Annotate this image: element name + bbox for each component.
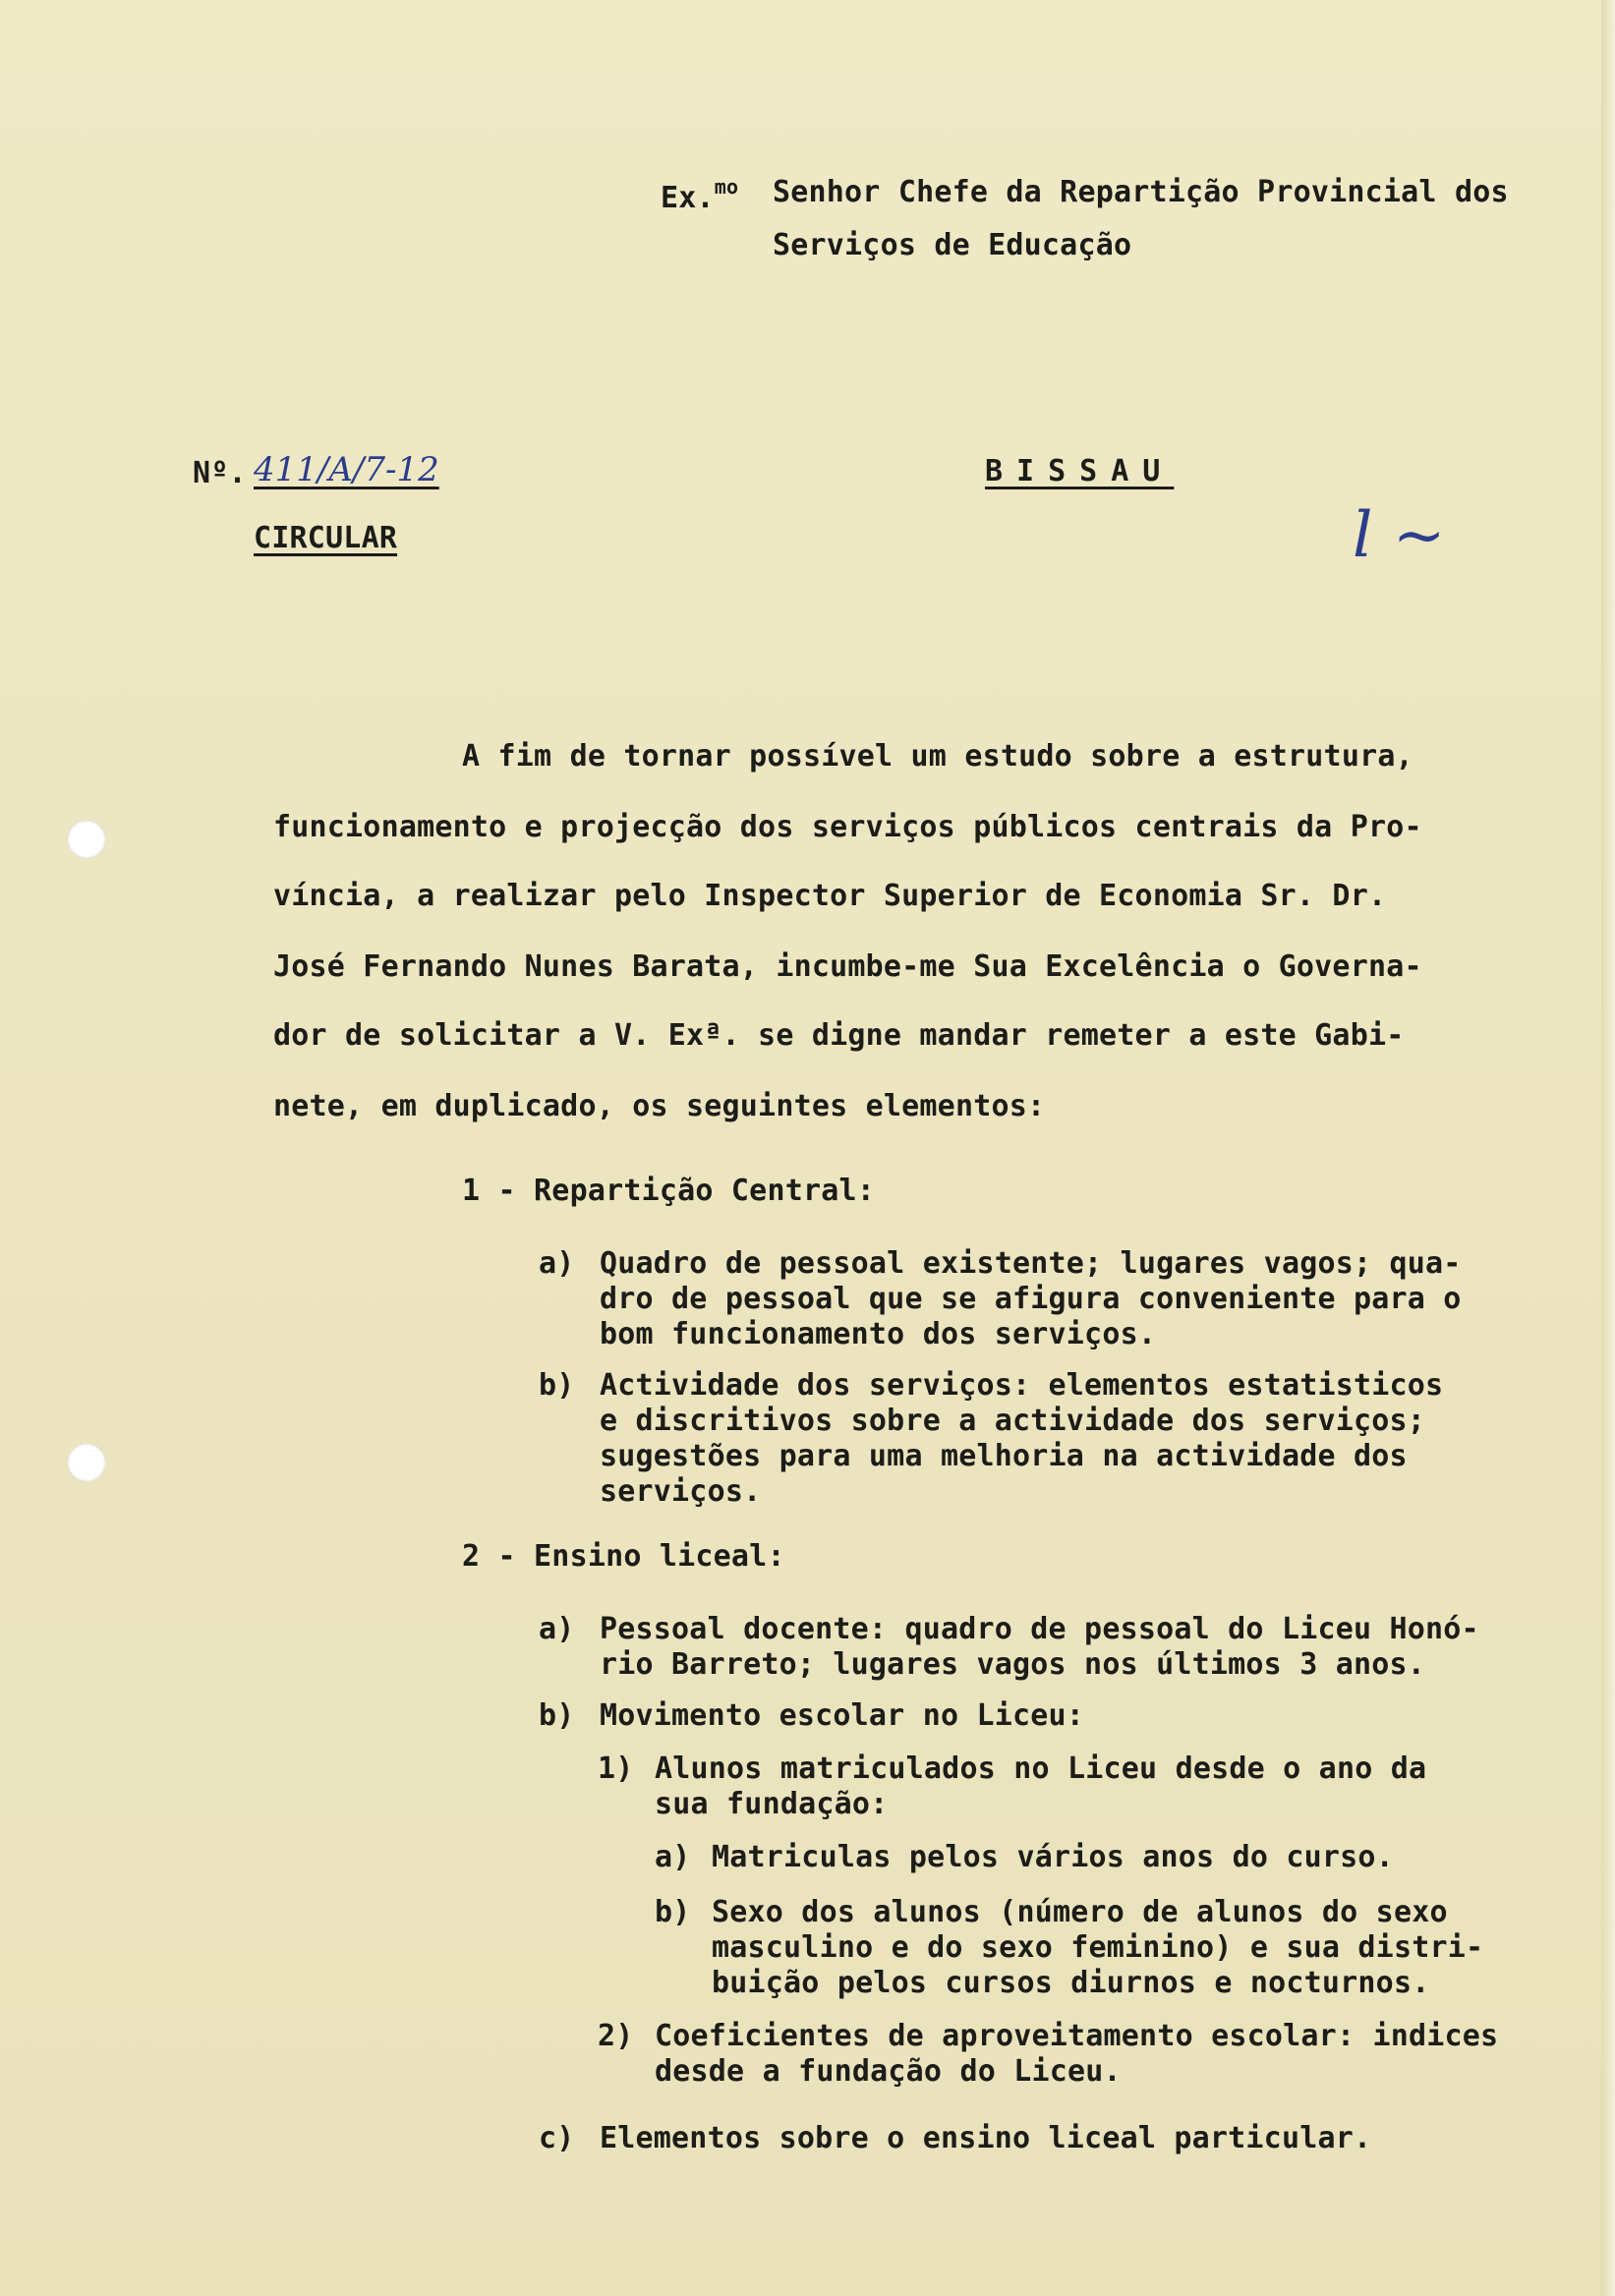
item-marker: a) <box>539 1612 575 1646</box>
item-line: sugestões para uma melhoria na actividade dos <box>600 1439 1408 1473</box>
item-line: Elementos sobre o ensino liceal particular. <box>600 2121 1372 2155</box>
subitem-line: buição pelos cursos diurnos e nocturnos. <box>712 1966 1430 2000</box>
addressee-line-2: Serviços de Educação <box>773 228 1132 262</box>
page-edge <box>1601 0 1615 2296</box>
reference-number-prefix: Nº. <box>193 456 247 490</box>
item-marker: b) <box>539 1698 575 1733</box>
handwritten-initial: l ~ <box>1353 499 1446 572</box>
item-line: Quadro de pessoal existente; lugares vagos; qua- <box>600 1246 1462 1281</box>
item-line: e discritivos sobre a actividade dos serviços; <box>600 1404 1426 1438</box>
item-line: bom funcionamento dos serviços. <box>600 1317 1157 1351</box>
item-line: dro de pessoal que se afigura conveniente para o <box>600 1282 1462 1316</box>
item-line: Movimento escolar no Liceu: <box>600 1698 1085 1733</box>
addressee-line-1: Senhor Chefe da Repartição Provincial dos <box>773 175 1509 209</box>
item-line: serviços. <box>600 1474 762 1509</box>
subitem-line: masculino e do sexo feminino) e sua distri- <box>712 1930 1484 1965</box>
item-line: rio Barreto; lugares vagos nos últimos 3 anos. <box>600 1647 1426 1682</box>
subitem-line: Matriculas pelos vários anos do curso. <box>712 1840 1394 1874</box>
city-heading: BISSAU <box>985 454 1175 488</box>
paragraph-line: víncia, a realizar pelo Inspector Superior de Economia Sr. Dr. <box>273 879 1387 913</box>
subitem-line: Alunos matriculados no Liceu desde o ano da <box>655 1751 1427 1786</box>
subitem-line: desde a fundação do Liceu. <box>655 2054 1122 2089</box>
item-marker: c) <box>539 2121 575 2155</box>
punch-hole-top <box>67 820 106 859</box>
subitem-line: sua fundação: <box>655 1787 889 1821</box>
item-marker: b) <box>539 1368 575 1403</box>
circular-label: CIRCULAR <box>254 521 398 555</box>
subitem-marker: 1) <box>598 1751 634 1786</box>
paragraph-line: funcionamento e projecção dos serviços públicos centrais da Pro- <box>273 810 1422 844</box>
paragraph-line: dor de solicitar a V. Exª. se digne mandar remeter a este Gabi- <box>273 1018 1405 1053</box>
paragraph-line: nete, em duplicado, os seguintes elementos: <box>273 1089 1046 1123</box>
subitem-marker: a) <box>655 1840 691 1874</box>
paragraph-line: A fim de tornar possível um estudo sobre a estrutura, <box>462 739 1413 774</box>
paragraph-line: José Fernando Nunes Barata, incumbe-me Sua Excelência o Governa- <box>273 949 1422 984</box>
subitem-line: Sexo dos alunos (número de alunos do sexo <box>712 1895 1448 1929</box>
subitem-line: Coeficientes de aproveitamento escolar: indices <box>655 2019 1499 2053</box>
section-heading: 1 - Repartição Central: <box>462 1174 876 1208</box>
section-heading: 2 - Ensino liceal: <box>462 1539 785 1574</box>
item-line: Actividade dos serviços: elementos estatisticos <box>600 1368 1444 1403</box>
item-marker: a) <box>539 1246 575 1281</box>
subitem-marker: 2) <box>598 2019 634 2053</box>
addressee-title: Ex.$^{mo}$ <box>661 175 739 215</box>
punch-hole-bottom <box>67 1443 106 1482</box>
reference-number-handwritten: 411/A/7-12 <box>254 450 439 489</box>
subitem-marker: b) <box>655 1895 691 1929</box>
item-line: Pessoal docente: quadro de pessoal do Liceu Honó- <box>600 1612 1479 1646</box>
